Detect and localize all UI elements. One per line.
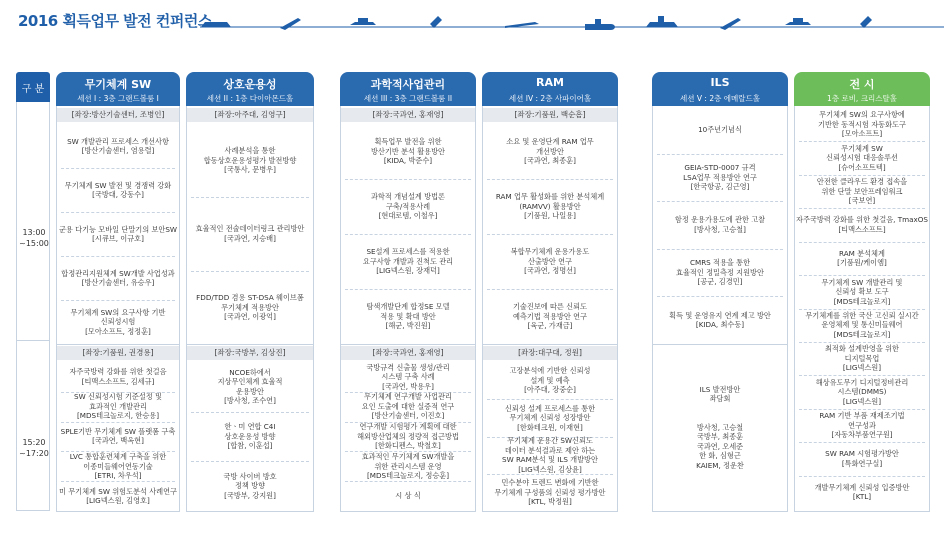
exhibit-item: 해상유도무기 디지털정비관리 시스템(DMMS) [LIG넥스원] bbox=[815, 377, 909, 406]
chair-label: [좌장:아주대, 김영구] bbox=[187, 108, 313, 122]
session-subtitle: 세션 III : 3층 그랜드볼룸 II bbox=[363, 94, 453, 103]
session-subtitle: 1층 로비, 크리스탈홀 bbox=[827, 94, 897, 103]
exhibit-item: 최적화 설계반영을 위한 디지털목업 [LIG넥스원] bbox=[824, 344, 899, 373]
chair-label: [좌장:기품원, 권경용] bbox=[57, 346, 179, 360]
presentation-item: 미 무기체계 SW 위험도분석 사례연구 [LIG넥스원, 김영호] bbox=[58, 486, 177, 506]
presentation-item: 과학적 개념설계 방법론 구축/적용사례 [현대로템, 이철우] bbox=[370, 192, 445, 221]
presentation-item: SE설계 프로세스를 적용한 요구사항 개발과 진척도 관리 [LIG넥스원, 장재덕] bbox=[362, 247, 454, 276]
exhibit-item: 자주국방력 강화를 위한 첫걸음, TmaxOS [티맥스소프트] bbox=[796, 215, 928, 234]
presentation-item: 민수분야 트렌드 변화에 기반한 무기체계 구성품의 신뢰성 평가방안 [KTL, 박정원] bbox=[494, 478, 606, 507]
session-body bbox=[482, 106, 618, 512]
label-header: 구 분 bbox=[16, 72, 50, 102]
presentation-item: CMRS 적용을 통한 효율적인 정밀측정 지원방안 [공군, 김경민] bbox=[676, 258, 764, 287]
session-body bbox=[186, 106, 314, 512]
session-column-2 bbox=[186, 72, 314, 512]
presentation-item: 자주국방력 강화를 위한 첫걸음 [티맥스소프트, 김세규] bbox=[69, 367, 167, 386]
tank-icon-2 bbox=[785, 18, 811, 25]
exhibit-item: SW RAM 시험평가방안 [특화연구실] bbox=[825, 449, 899, 468]
destroyer-icon bbox=[646, 16, 678, 27]
presentation-item: 시 상 식 bbox=[395, 491, 421, 501]
chair-label: [좌장:국과연, 홍재영] bbox=[341, 346, 475, 360]
satellite-icon-2 bbox=[860, 16, 872, 30]
presentation-item: 탐색개발단계 합정SE 모델 적용 및 확대 방안 [해군, 박진원] bbox=[366, 302, 450, 331]
session-subtitle: 세션 I : 3층 그랜드볼룸 I bbox=[77, 94, 159, 103]
presentation-item: 사례분석을 통한 합동상호운용성평가 발전방향 [국통사, 문병우] bbox=[203, 146, 297, 175]
chair-label: [좌장:방산기술센터, 조병인] bbox=[57, 108, 179, 122]
time-slot-1: 13:00 ~15:00 bbox=[19, 228, 49, 248]
presentation-item: 무기체계 운용간 SW신뢰도 데이터 분석결과로 제안 하는 SW RAM분석 및 ILS 개발방안 [LIG넥스원, 김상윤] bbox=[502, 436, 598, 474]
exhibit-item: 무기체계 SW의 요구사항에 기반한 동적시험 자동화도구 [모아소프트] bbox=[818, 110, 906, 139]
presentation-item: 무기체계 연구개발 사업관리 요인 도출에 대한 실증적 연구 [방산기술센터, 이진호] bbox=[361, 392, 455, 421]
session-header bbox=[56, 72, 180, 106]
exhibit-item: 안전한 클라우드 환경 접속을 위한 단말 보안프레임워크 [국보연] bbox=[816, 177, 908, 206]
session-header bbox=[794, 72, 930, 106]
session-header bbox=[186, 72, 314, 106]
presentation-item: 군용 다기능 모바일 단말기의 보안SW [시큐브, 이규호] bbox=[58, 224, 177, 243]
presentation-item: NCOE하에서 지상무인체계 효율적 운용방안 [방사청, 조수연] bbox=[217, 367, 283, 406]
session-title: 전 시 bbox=[849, 78, 875, 91]
presentation-item: 획득업무 발전을 위한 방산기반 분석 활용방안 [KIDA, 박준수] bbox=[370, 137, 445, 166]
tank-icon bbox=[350, 18, 376, 25]
presentation-item: 한ㆍ미 연합 C4I 상호운용성 방향 [합참, 이훈섭] bbox=[224, 422, 276, 451]
presentation-item: 연구개발 시험평가 계획에 대한 해외방산업체의 정량적 접근방법 [한화디펜스, 박철호] bbox=[357, 422, 459, 451]
chair-label: [좌장:국과연, 홍재영] bbox=[341, 108, 475, 122]
presentation-item: 신뢰성 설계 프로세스를 통한 무기체계 신뢰성 성장방안 [한화테크윈, 이재현] bbox=[504, 403, 596, 432]
presentation-item: 효과적인 무기체계 SW개발을 위한 관리시스템 운영 [MDS테크놀로지, 정승훈] bbox=[361, 452, 455, 481]
time-slot-2: 15:20 ~17:20 bbox=[19, 438, 49, 458]
session-title: 과학적사업관리 bbox=[370, 78, 446, 91]
exhibit-item: RAM 기반 부품 재제조기법 연구성과 [자동차부품연구원] bbox=[819, 411, 905, 440]
chair-label: [좌장:국방부, 김상진] bbox=[187, 346, 313, 360]
presentation-item: 고장분석에 기반한 신뢰성 설계 및 예측 [아주대, 장중순] bbox=[509, 366, 591, 395]
session-subtitle: 세션 II : 1층 다이아몬드홀 bbox=[206, 94, 294, 103]
session-body bbox=[794, 106, 930, 512]
session-body bbox=[340, 106, 476, 512]
presentation-item: 효율적인 전술데이터링크 관리방안 [국과연, 지승배] bbox=[195, 224, 305, 243]
session-body bbox=[56, 106, 180, 512]
session-title: 상호운용성 bbox=[223, 78, 277, 91]
exhibit-item: 개발무기체계 신뢰성 입증방안 [KTL] bbox=[814, 482, 910, 502]
presentation-item: 기술진보에 따른 신뢰도 예측기법 적용방안 연구 [육군, 가재금] bbox=[512, 302, 587, 331]
session-header bbox=[652, 72, 788, 106]
presentation-item: 무기체계 SW 발전 및 경쟁력 강화 [국방대, 강동수] bbox=[64, 180, 172, 199]
presentation-item: 복합무기체계 운용가용도 산출방안 연구 [국과연, 정명선] bbox=[510, 247, 590, 276]
presentation-item: RAM 업무 활성화를 위한 분석체계 (RAMVV) 활용방안 [기품원, 나일용] bbox=[495, 192, 605, 221]
session-body bbox=[652, 106, 788, 512]
presentation-item: 소요 및 운영단계 RAM 업무 개선방안 [국과연, 최종훈] bbox=[506, 137, 594, 166]
session-subtitle: 세션 IV : 2층 사파이어홀 bbox=[508, 94, 592, 103]
session-column-6 bbox=[794, 72, 930, 512]
session-header bbox=[482, 72, 618, 106]
presentation-item: LVC 통합훈련체계 구축을 위한 이종미들웨어연동기술 [ETRI, 차우석] bbox=[69, 452, 167, 481]
presentation-item: 국방규격 신출물 생성/관리 시스템 구축 사례 [국과연, 박용우] bbox=[366, 362, 450, 391]
session-column-1 bbox=[56, 72, 180, 512]
presentation-item: GEIA-STD-0007 규격 LSA업무 적용방안 연구 [한국항공, 김근영] bbox=[683, 163, 757, 192]
satellite-icon bbox=[430, 16, 442, 30]
session-title: RAM bbox=[536, 76, 564, 89]
presentation-item: 10주년기념식 bbox=[698, 125, 742, 135]
chair-label: [좌장:기품원, 백순흠] bbox=[483, 108, 617, 122]
session-column-3 bbox=[340, 72, 476, 512]
presentation-item: 국방 사이버 방호 정책 방향 [국방부, 강지원] bbox=[223, 471, 277, 500]
exhibit-item: 무기체계 SW 신뢰성시험 대응솔루션 [슈어소프트텍] bbox=[826, 143, 898, 172]
presentation-item: ILS 발전방안 좌담회 방사청, 고승철 국방부, 최종훈 국과연, 오세준 한 화, 심형근 KAIEM, 정운찬 bbox=[696, 384, 744, 470]
presentation-item: SW 개발관리 프로세스 개선사항 [방산기술센터, 염용렬] bbox=[67, 136, 169, 155]
exhibit-item: RAM 분석체계 [기품원/케이엠] bbox=[837, 248, 887, 268]
exhibit-item: 무기체계를 위한 국산 고신뢰 실시간 운영체제 및 통신미들웨어 [MDS테크놀로지] bbox=[805, 310, 919, 339]
presentation-item: 무기체계 SW의 요구사항 기반 신뢰성시험 [모아소프트, 정정훈] bbox=[70, 307, 166, 336]
presentation-item: SPLE기반 무기체계 SW 플랫폼 구축 [국과연, 백옥현] bbox=[60, 426, 176, 446]
presentation-item: 함정 운용가용도에 관한 고찰 [방사청, 고승철] bbox=[674, 215, 766, 234]
presentation-item: 획득 및 운영유지 연계 제고 방안 [KIDA, 최수동] bbox=[669, 310, 771, 330]
page-title: 2016 획득업무 발전 컨퍼런스 bbox=[18, 12, 212, 30]
exhibit-item: 무기체계 SW 개발관리 및 신뢰성 확보 도구 [MDS테크놀로지] bbox=[821, 277, 903, 306]
session-subtitle: 세션 V : 2층 에메랄드홀 bbox=[680, 94, 760, 103]
presentation-item: FDD/TDD 겸용 ST-DSA 웨이브폼 무기체계 적용방안 [국과연, 이광억] bbox=[196, 293, 304, 322]
presentation-item: SW 신뢰성시험 기준설정 및 효과적인 개발관리 [MDS테크놀로지, 한승용] bbox=[74, 392, 162, 421]
session-column-5 bbox=[652, 72, 788, 512]
session-header bbox=[340, 72, 476, 106]
jet-icon bbox=[280, 16, 301, 34]
jet-icon-2 bbox=[720, 18, 741, 30]
submarine-icon bbox=[585, 19, 615, 30]
session-title: ILS bbox=[710, 76, 730, 89]
session-title: 무기체계 SW bbox=[84, 78, 152, 91]
presentation-item: 합정관리지원체계 SW개발 사업성과 [방산기술센터, 유승우] bbox=[61, 268, 175, 287]
chair-label: [좌장:대구대, 정원] bbox=[483, 346, 617, 360]
time-label-column bbox=[16, 72, 50, 512]
session-column-4 bbox=[482, 72, 618, 512]
